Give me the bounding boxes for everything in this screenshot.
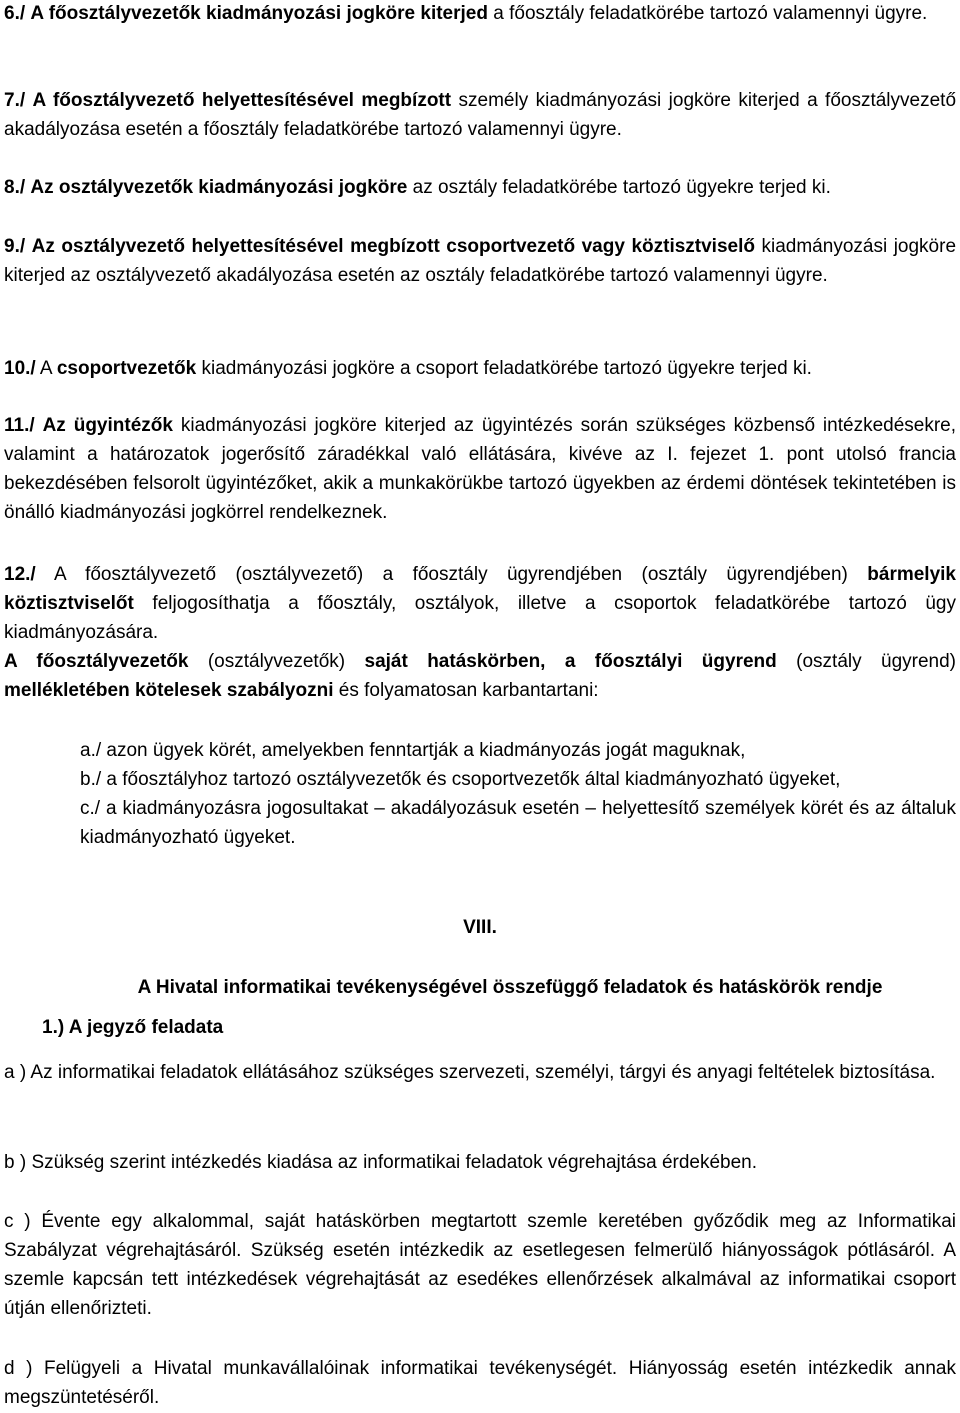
- paragraph-6-number: 6./: [4, 3, 26, 24]
- paragraph-12-number: 12./: [4, 564, 36, 585]
- paragraph-7-text: személy kiadmányozási jogköre kiterjed a főosztályvezető akadályozása esetén a főosztály feladatkörébe tartozó valamennyi ügyre.: [4, 90, 957, 140]
- paragraph-13-text-2: (osztály ügyrend): [776, 651, 956, 672]
- paragraph-11: [4, 411, 956, 527]
- paragraph-10-pre: A: [35, 358, 57, 379]
- paragraph-10: [4, 354, 956, 383]
- paragraph-8-number: 8./: [4, 177, 26, 198]
- paragraph-12: [4, 560, 956, 647]
- responsibility-list: [80, 736, 956, 852]
- paragraph-7-bold: A főosztályvezető helyettesítésével megbízott: [32, 90, 452, 111]
- paragraph-10-bold: csoportvezetők: [56, 358, 197, 379]
- paragraph-7-number: 7./: [4, 90, 26, 111]
- paragraph-10-text: kiadmányozási jogköre a csoport feladatkörébe tartozó ügyekre terjed ki.: [196, 358, 812, 379]
- paragraph-11-number: 11./: [4, 415, 35, 436]
- paragraph-6: [4, 0, 956, 28]
- duty-c: c ) Évente egy alkalommal, saját hatáskörben megtartott szemle keretében győződik meg az Informatikai Szabályzat végrehajtásáról. Szükség esetén intézkedik az esetlegesen felmerülő hiányosságok pótlásáról. A szemle kapcsán tett intézkedések végrehajtását az esedékes ellenőrzések alkalmával az informatikai csoport útján ellenőrizteti.: [4, 1211, 956, 1319]
- paragraph-12-bold: bármelyik köztisztviselőt: [4, 564, 956, 614]
- list-item: b./ a főosztályhoz tartozó osztályvezetők és csoportvezetők által kiadmányozható ügyeket,: [80, 769, 841, 790]
- chapter-number: VIII.: [463, 917, 497, 938]
- duty-b: b ) Szükség szerint intézkedés kiadása az informatikai feladatok végrehajtása érdekében.: [4, 1152, 758, 1173]
- paragraph-13-bold-3: mellékletében kötelesek szabályozni: [4, 680, 334, 701]
- paragraph-8-bold: Az osztályvezetők kiadmányozási jogköre: [30, 177, 408, 198]
- duty-a: a ) Az informatikai feladatok ellátásához szükséges szervezeti, személyi, tárgyi és anyagi feltételek biztosítása.: [4, 1062, 936, 1083]
- paragraph-13-text-1: (osztályvezetők): [188, 651, 365, 672]
- list-item: c./ a kiadmányozásra jogosultakat – akadályozásuk esetén – helyettesítő személyek körét és az általuk kiadmányozható ügyeket.: [80, 798, 956, 848]
- paragraph-10-number: 10./: [4, 358, 36, 379]
- paragraph-12-text: feljogosíthatja a főosztály, osztályok, illetve a csoportok feladatkörébe tartozó ügy kiadmányozására.: [4, 593, 956, 643]
- paragraph-8-text: az osztály feladatkörébe tartozó ügyekre terjed ki.: [407, 177, 831, 198]
- paragraph-6-bold: A főosztályvezetők kiadmányozási jogköre kiterjed: [30, 3, 488, 24]
- paragraph-13: [4, 647, 956, 705]
- paragraph-11-bold: Az ügyintézők: [42, 415, 173, 436]
- paragraph-7: [4, 86, 956, 144]
- paragraph-12-pre: A főosztályvezető (osztályvezető) a főosztály ügyrendjében (osztály ügyrendjében): [35, 564, 868, 585]
- duty-d: d ) Felügyeli a Hivatal munkavállalóinak informatikai tevékenységét. Hiányosság esetén intézkedik annak megszüntetéséről.: [4, 1358, 956, 1408]
- section-heading: 1.) A jegyző feladata: [42, 1017, 224, 1038]
- paragraph-9: [4, 232, 956, 290]
- paragraph-6-text: a főosztály feladatkörébe tartozó valamennyi ügyre.: [487, 3, 928, 24]
- paragraph-9-number: 9./: [4, 236, 26, 257]
- paragraph-9-text: kiadmányozási jogköre kiterjed az osztályvezető akadályozása esetén az osztály feladatkörébe tartozó valamennyi ügyre.: [4, 236, 957, 286]
- list-item: a./ azon ügyek körét, amelyekben fenntartják a kiadmányozás jogát maguknak,: [80, 740, 746, 761]
- paragraph-13-text-3: és folyamatosan karbantartani:: [333, 680, 599, 701]
- chapter-title: A Hivatal informatikai tevékenységével összefüggő feladatok és hatáskörök rendje: [137, 977, 883, 998]
- paragraph-11-text: kiadmányozási jogköre kiterjed az ügyintézés során szükséges közbenső intézkedésekre, valamint a határozatok jogerősítő záradékkal való ellátására, kivéve az I. fejezet 1. pont utolsó francia bekezdésében felsorolt ügyintézőket, akik a munkakörükbe tartozó ügyekben az érdemi döntések tekintetében is önálló kiadmányozási jogkörrel rendelkeznek.: [4, 415, 957, 523]
- paragraph-8: [4, 173, 956, 202]
- paragraph-13-bold-1: A főosztályvezetők: [4, 651, 189, 672]
- paragraph-13-bold-2: saját hatáskörben, a főosztályi ügyrend: [364, 651, 777, 672]
- paragraph-9-bold: Az osztályvezető helyettesítésével megbízott csoportvezető vagy köztisztviselő: [31, 236, 755, 257]
